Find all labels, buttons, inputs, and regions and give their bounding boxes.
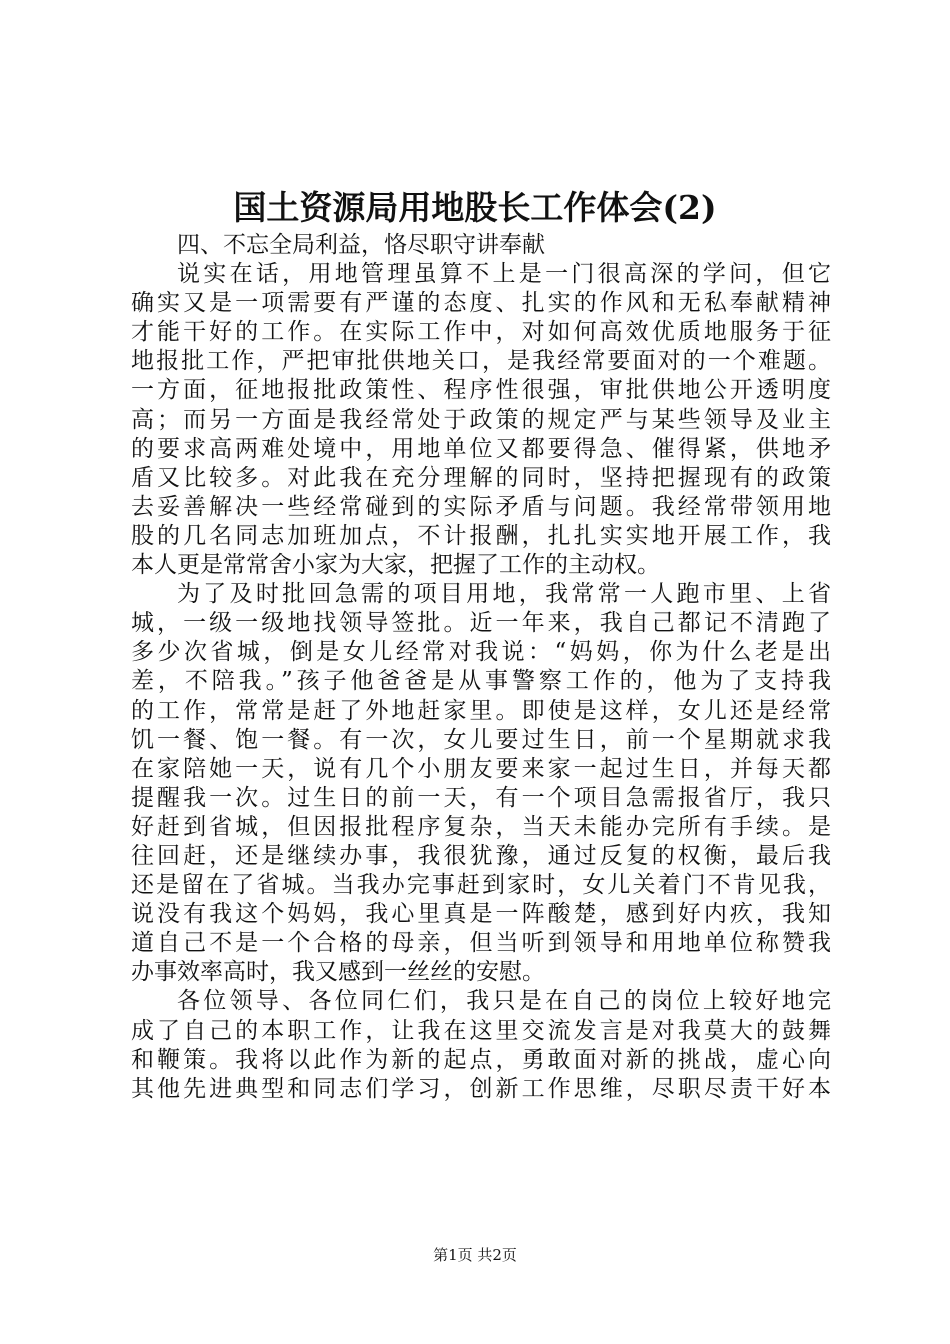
paragraph-line: 办事效率高时，我又感到一丝丝的安慰。: [131, 959, 545, 986]
paragraph-line: 好赶到省城，但因报批程序复杂，当天未能办完所有手续。是: [131, 813, 831, 840]
paragraph-line: 盾又比较多。对此我在充分理解的同时，坚持把握现有的政策: [131, 464, 831, 491]
paragraph-line: 去妥善解决一些经常碰到的实际矛盾与问题。我经常带领用地: [131, 493, 831, 520]
paragraph-line: 饥一餐、饱一餐。有一次，女儿要过生日，前一个星期就求我: [131, 726, 831, 753]
section-heading: 四、不忘全局利益，恪尽职守讲奉献: [177, 232, 545, 258]
paragraph-line: 提醒我一次。过生日的前一天，有一个项目急需报省厅，我只: [131, 784, 831, 811]
paragraph-line: 的要求高两难处境中，用地单位又都要得急、催得紧，供地矛: [131, 435, 831, 462]
paragraph-line: 股的几名同志加班加点，不计报酬，扎扎实实地开展工作，我: [131, 522, 831, 549]
paragraph-line: 往回赶，还是继续办事，我很犹豫，通过反复的权衡，最后我: [131, 842, 831, 869]
paragraph-line: 道自己不是一个合格的母亲，但当听到领导和用地单位称赞我: [131, 930, 831, 957]
page-number-footer: 第1页 共2页: [433, 1246, 517, 1264]
paragraph-line: 还是留在了省城。当我办完事赶到家时，女儿关着门不肯见我，: [131, 872, 831, 899]
paragraph-line: 说没有我这个妈妈，我心里真是一阵酸楚，感到好内疚，我知: [131, 901, 831, 928]
paragraph-line: 成了自己的本职工作，让我在这里交流发言是对我莫大的鼓舞: [131, 1017, 831, 1044]
paragraph-line: 本人更是常常舍小家为大家，把握了工作的主动权。: [131, 552, 660, 579]
paragraph-line: 和鞭策。我将以此作为新的起点，勇敢面对新的挑战，虚心向: [131, 1046, 831, 1073]
paragraph-line: 在家陪她一天，说有几个小朋友要来家一起过生日，并每天都: [131, 755, 831, 782]
document-title: 国土资源局用地股长工作体会(2): [233, 188, 717, 227]
paragraph-line: 各位领导、各位同仁们，我只是在自己的岗位上较好地完: [177, 988, 831, 1015]
paragraph-line: 其他先进典型和同志们学习，创新工作思维，尽职尽责干好本: [131, 1075, 831, 1102]
paragraph-line: 才能干好的工作。在实际工作中，对如何高效优质地服务于征: [131, 319, 831, 346]
paragraph-line: 为了及时批回急需的项目用地，我常常一人跑市里、上省: [177, 581, 831, 608]
paragraph-line: 确实又是一项需要有严谨的态度、扎实的作风和无私奉献精神: [131, 290, 831, 317]
paragraph-line: 差，不陪我。”孩子他爸爸是从事警察工作的，他为了支持我: [131, 668, 831, 695]
paragraph-line: 一方面，征地报批政策性、程序性很强，审批供地公开透明度: [131, 377, 831, 404]
paragraph-line: 多少次省城，倒是女儿经常对我说：“妈妈，你为什么老是出: [131, 639, 831, 666]
paragraph-line: 说实在话，用地管理虽算不上是一门很高深的学问，但它: [177, 261, 831, 288]
paragraph-line: 的工作，常常是赶了外地赶家里。即使是这样，女儿还是经常: [131, 697, 831, 724]
document-body: [131, 231, 831, 1104]
paragraph-line: 城，一级一级地找领导签批。近一年来，我自己都记不清跑了: [131, 610, 831, 637]
paragraph-line: 高；而另一方面是我经常处于政策的规定严与某些领导及业主: [131, 406, 831, 433]
paragraph-line: 地报批工作，严把审批供地关口，是我经常要面对的一个难题。: [131, 348, 831, 375]
